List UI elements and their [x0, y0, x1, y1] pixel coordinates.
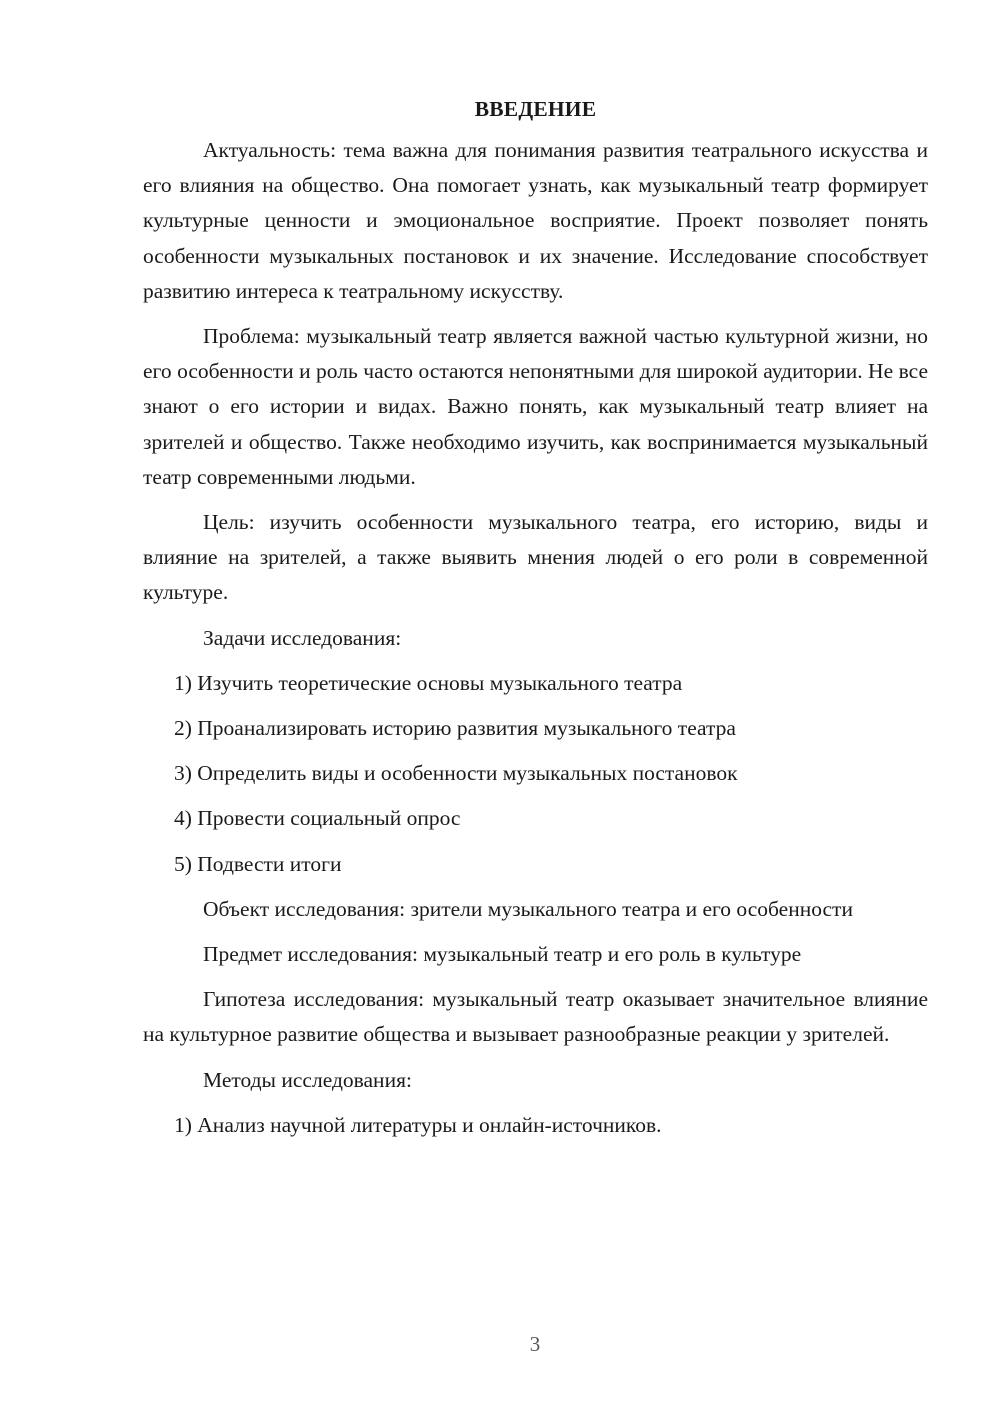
- subject-paragraph: Предмет исследования: музыкальный театр и его роль в культуре: [203, 942, 802, 967]
- object-paragraph: Объект исследования: зрители музыкального театра и его особенности: [203, 896, 853, 921]
- list-item: 2) Проанализировать историю развития музыкального театра: [174, 716, 736, 741]
- methods-list: [143, 1108, 928, 1143]
- list-item: 4) Провести социальный опрос: [174, 806, 461, 831]
- problem-paragraph: Проблема: музыкальный театр является важной частью культурной жизни, но его особенности и роль часто остаются непонятными для широкой аудитории. Не все знают о его истории и видах. Важно понять, как музыкальный театр влияет на зрителей и общество. Также необходимо изучить, как воспринимается музыкальный театр современными людьми.: [143, 324, 928, 489]
- tasks-list: [143, 666, 928, 882]
- relevance-paragraph: Актуальность: тема важна для понимания развития театрального искусства и его влияния на общество. Она помогает узнать, как музыкальный театр формирует культурные ценности и эмоциональное восприятие. Проект позволяет понять особенности музыкальных постановок и их значение. Исследование способствует развитию интереса к театральному искусству.: [143, 138, 928, 303]
- page-number: 3: [529, 1332, 541, 1356]
- list-item: 1) Изучить теоретические основы музыкального театра: [174, 670, 683, 695]
- list-item: 3) Определить виды и особенности музыкальных постановок: [174, 761, 738, 786]
- goal-paragraph: Цель: изучить особенности музыкального театра, его историю, виды и влияние на зрителей, а также выявить мнения людей о его роли в современной культуре.: [143, 510, 928, 605]
- section-title: ВВЕДЕНИЕ: [474, 97, 597, 121]
- list-item: 1) Анализ научной литературы и онлайн-источников.: [174, 1112, 662, 1137]
- list-item: 5) Подвести итоги: [174, 851, 342, 876]
- methods-heading: Методы исследования:: [203, 1067, 412, 1092]
- hypothesis-paragraph: Гипотеза исследования: музыкальный театр оказывает значительное влияние на культурное развитие общества и вызывает разнообразные реакции у зрителей.: [143, 987, 928, 1047]
- tasks-heading: Задачи исследования:: [203, 625, 402, 650]
- document-body: [143, 92, 928, 1153]
